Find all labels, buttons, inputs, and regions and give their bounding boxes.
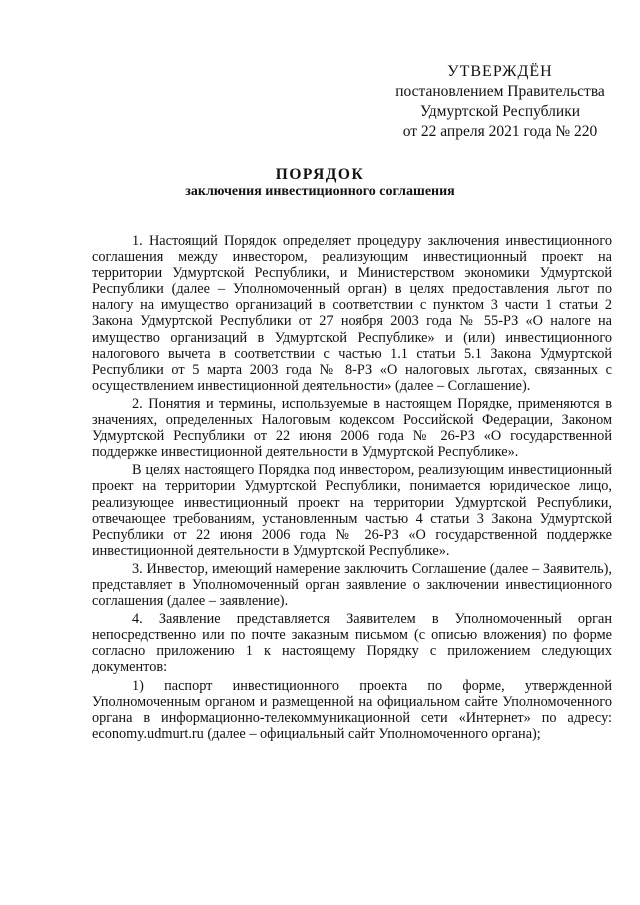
- paragraph-5: 4. Заявление представляется Заявителем в Уполномоченный орган непосредственно или по почте заказным письмом (с описью вложения) по форме согласно приложению 1 к настоящему Порядку с приложением следующих документов:: [92, 611, 612, 676]
- paragraph-4: 3. Инвестор, имеющий намерение заключить Соглашение (далее – Заявитель), представляет в Уполномоченный орган заявление о заключении инвестиционного соглашения (далее – заявление).: [92, 560, 612, 610]
- paragraph-2: 2. Понятия и термины, используемые в настоящем Порядке, применяются в значениях, определенных Налоговым кодексом Российской Федерации, Законом Удмуртской Республики от 22 июня 2006 года № 26-РЗ «О государственной поддержке инвестиционной деятельности в Удмуртской Республике».: [92, 395, 612, 461]
- approval-line-3: от 22 апреля 2021 года № 220: [402, 123, 598, 140]
- document-body: [92, 233, 612, 744]
- approval-line-1: постановлением Правительства: [395, 83, 605, 100]
- approval-heading: УТВЕРЖДЁН: [447, 63, 553, 80]
- document-subtitle: заключения инвестиционного соглашения: [185, 184, 455, 199]
- approval-line-2: Удмуртской Республики: [419, 103, 581, 120]
- paragraph-3: В целях настоящего Порядка под инвестором, реализующим инвестиционный проект на территории Удмуртской Республики, понимается юридическое лицо, реализующее инвестиционный проект на территории Удмуртской Республики, отвечающее требованиям, установленным частью 4 статьи 3 Закона Удмуртской Республики от 22 июня 2006 года № 26-РЗ «О государственной поддержке инвестиционной деятельности в Удмуртской Республике».: [92, 462, 612, 559]
- document-title: ПОРЯДОК: [275, 166, 365, 183]
- approval-stamp: [380, 62, 620, 142]
- paragraph-1: 1. Настоящий Порядок определяет процедуру заключения инвестиционного соглашения между инвестором, реализующим инвестиционный проект на территории Удмуртской Республики, и Министерством экономики Удмуртской Республики (далее – Уполномоченный орган) в целях предоставления льгот по налогу на имущество организаций в соответствии с пунктом 3 части 1 статьи 2 Закона Удмуртской Республики от 27 ноября 2003 года № 55-РЗ «О налоге на имущество организаций в Удмуртской Республике» и (или) инвестиционного налогового вычета в соответствии с частью 1.1 статьи 5.1 Закона Удмуртской Республики от 5 марта 2003 года № 8-РЗ «О налоговых льготах, связанных с осуществлением инвестиционной деятельности» (далее – Соглашение).: [92, 233, 612, 394]
- paragraph-6: 1) паспорт инвестиционного проекта по форме, утвержденной Уполномоченным органом и размещенной на официальном сайте Уполномоченного органа в информационно-телекоммуникационной сети «Интернет» по адресу: economy.udmurt.ru (далее – официальный сайт Уполномоченного органа);: [92, 677, 612, 742]
